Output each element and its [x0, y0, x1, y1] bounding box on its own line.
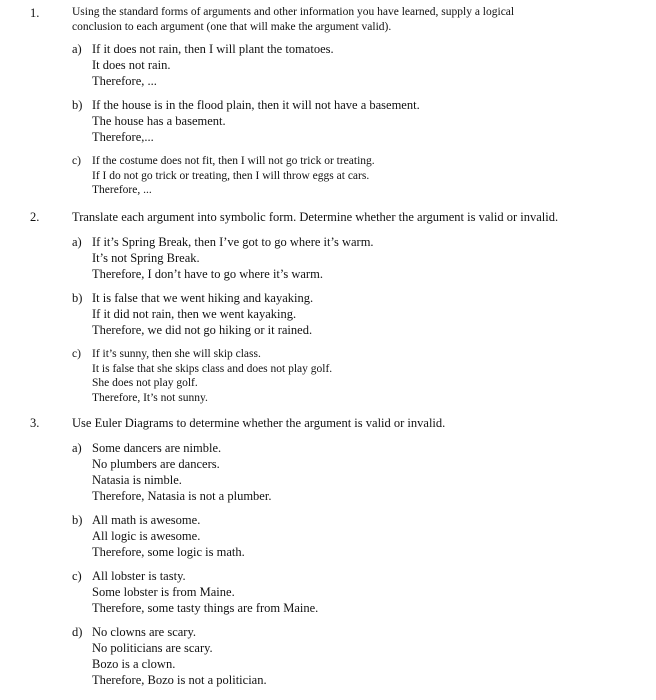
part-letter: a) — [72, 441, 82, 455]
part-letter: c) — [72, 155, 81, 167]
argument-line: No clowns are scary. — [92, 625, 197, 639]
argument-line: It is false that we went hiking and kayaking. — [92, 291, 314, 305]
prompt-line: Translate each argument into symbolic form. Determine whether the argument is valid or invalid. — [72, 210, 559, 224]
argument-line: If the costume does not fit, then I will not go trick or treating. — [92, 155, 375, 167]
argument-line: Some dancers are nimble. — [92, 441, 222, 455]
argument-line: Natasia is nimble. — [92, 473, 182, 487]
part-letter: b) — [72, 513, 83, 527]
argument-line: She does not play golf. — [92, 377, 198, 389]
argument-line: If it’s sunny, then she will skip class. — [92, 348, 261, 360]
argument-line: Therefore, some logic is math. — [92, 545, 245, 559]
argument-line: The house has a basement. — [92, 114, 226, 128]
problem-number: 2. — [30, 210, 40, 224]
argument-line: Therefore, ... — [92, 74, 157, 88]
argument-line: All logic is awesome. — [92, 529, 201, 543]
argument-line: Therefore, It’s not sunny. — [92, 391, 208, 404]
part-letter: d) — [72, 625, 83, 639]
prompt-line: Using the standard forms of arguments and other information you have learned, supply a logical — [72, 6, 515, 18]
part-letter: a) — [72, 235, 82, 249]
argument-line: It does not rain. — [92, 58, 171, 72]
argument-line: It is false that she skips class and does not play golf. — [92, 362, 333, 375]
part-letter: a) — [72, 42, 82, 56]
argument-line: Some lobster is from Maine. — [92, 585, 235, 599]
argument-line: If it does not rain, then I will plant the tomatoes. — [92, 42, 334, 56]
argument-line: Bozo is a clown. — [92, 657, 176, 671]
argument-line: Therefore, Natasia is not a plumber. — [92, 489, 272, 503]
argument-line: If I do not go trick or treating, then I will throw eggs at cars. — [92, 169, 370, 182]
problem-prompt — [72, 415, 632, 431]
argument-line: No politicians are scary. — [92, 641, 213, 655]
argument-line: It’s not Spring Break. — [92, 251, 200, 265]
argument-line: Therefore, Bozo is not a politician. — [92, 673, 267, 687]
argument-line: All math is awesome. — [92, 513, 201, 527]
argument-line: Therefore, we did not go hiking or it rained. — [92, 323, 313, 337]
problem-number: 3. — [30, 416, 40, 430]
argument-line: If it did not rain, then we went kayaking. — [92, 307, 297, 321]
part-letter: c) — [72, 569, 82, 583]
argument-line: Therefore, I don’t have to go where it’s warm. — [92, 267, 323, 281]
argument-line: All lobster is tasty. — [92, 569, 186, 583]
argument-line: No plumbers are dancers. — [92, 457, 220, 471]
argument-line: Therefore,... — [92, 130, 154, 144]
argument-line: If it’s Spring Break, then I’ve got to go where it’s warm. — [92, 235, 374, 249]
part-letter: b) — [72, 98, 83, 112]
problem-prompt — [72, 5, 632, 34]
argument-line: If the house is in the flood plain, then it will not have a basement. — [92, 98, 420, 112]
part-letter: b) — [72, 291, 83, 305]
part-letter: c) — [72, 348, 81, 360]
problem-prompt — [72, 209, 632, 225]
prompt-line: conclusion to each argument (one that will make the argument valid). — [72, 20, 392, 33]
problem-number: 1. — [30, 6, 40, 20]
argument-line: Therefore, ... — [92, 184, 152, 196]
argument-line: Therefore, some tasty things are from Maine. — [92, 601, 319, 615]
prompt-line: Use Euler Diagrams to determine whether the argument is valid or invalid. — [72, 416, 446, 430]
